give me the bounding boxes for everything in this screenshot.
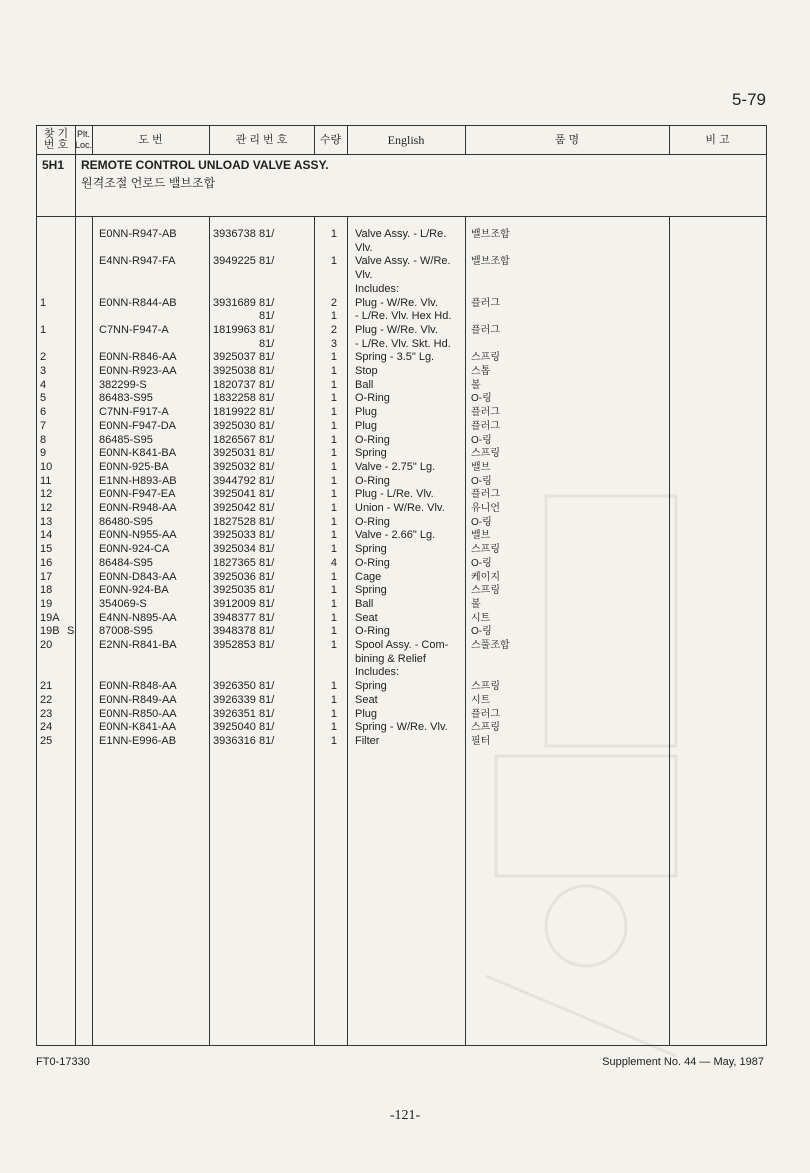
cell-ref: 19A	[40, 611, 60, 624]
cell-ko: 스톱	[471, 366, 491, 377]
cell-part: E0NN-R844-AB	[99, 296, 177, 309]
cell-en: O-Ring	[355, 556, 390, 569]
cell-mgmt: 3925038	[213, 365, 256, 377]
cell-ref: 9	[40, 447, 47, 460]
cell-part: E0NN-F947-EA	[99, 488, 176, 501]
cell-qty: 1	[330, 693, 337, 706]
cell-en: O-Ring	[355, 515, 390, 528]
cell-ref: 8	[40, 433, 47, 446]
cell-sub: 81/	[259, 693, 275, 706]
cell-part: 86484-S95	[99, 556, 153, 569]
cell-qty: 1	[330, 734, 337, 747]
cell-mgmt: 3925041	[213, 488, 256, 501]
cell-ref: 11	[40, 474, 52, 487]
cell-qty: 1	[330, 543, 337, 556]
cell-en: Spring	[355, 584, 387, 597]
cell-part: E1NN-E996-AB	[99, 734, 177, 747]
cell-part: E0NN-R849-AA	[99, 693, 177, 706]
cell-ko: 플러그	[471, 708, 500, 720]
cell-ref: 20	[40, 639, 53, 651]
cell-ref: 3	[40, 365, 47, 377]
cell-sub: 81/	[259, 611, 275, 624]
cell-ref: 17	[40, 570, 53, 583]
cell-mgmt: 3948378	[213, 625, 256, 638]
cell-qty: 1	[330, 310, 337, 323]
footer-doc-code: FT0-17330	[36, 1056, 90, 1068]
cell-mgmt: 3925033	[213, 529, 256, 542]
cell-part: C7NN-F917-A	[99, 406, 169, 419]
cell-sub: 81/	[259, 584, 275, 597]
cell-mgmt: 3936316	[213, 734, 256, 747]
cell-ko: O-링	[471, 434, 492, 446]
cell-ko: 플러그	[471, 297, 500, 309]
cell-en: Includes:	[355, 282, 400, 295]
cell-ko: O-링	[471, 557, 492, 569]
cell-qty: 1	[330, 597, 337, 610]
cell-mgmt: 1819922	[213, 406, 256, 419]
header-mgmt-no: 관 리 번 호	[235, 133, 288, 146]
cell-ko: O-링	[471, 516, 492, 528]
cell-part: 382299-S	[99, 378, 147, 391]
cell-en: O-Ring	[355, 392, 390, 405]
cell-mgmt: 3925031	[213, 447, 256, 460]
cell-ko: 스프링	[471, 544, 500, 556]
cell-mgmt: 3925034	[213, 543, 256, 556]
cell-part: E0NN-F947-DA	[99, 419, 177, 432]
cell-qty: 1	[330, 502, 337, 514]
cell-ref: 6	[40, 406, 47, 419]
cell-en: Vlv.	[355, 241, 373, 254]
cell-mgmt: 1832258	[213, 392, 256, 405]
header-qty: 수량	[319, 133, 342, 146]
cell-mgmt: 3925030	[213, 419, 256, 432]
cell-en: Plug - W/Re. Vlv.	[355, 323, 438, 336]
cell-ko: 플러그	[471, 489, 500, 501]
cell-part: E0NN-925-BA	[99, 460, 169, 473]
cell-ko: 시트	[471, 694, 491, 706]
cell-qty: 1	[330, 419, 337, 432]
cell-ref: 7	[40, 419, 47, 432]
cell-mgmt: 3948377	[213, 611, 256, 624]
cell-mgmt: 3925037	[213, 351, 256, 364]
cell-qty: 2	[330, 296, 337, 309]
cell-sub: 81/	[259, 556, 275, 569]
cell-sub: 81/	[259, 707, 275, 720]
cell-part: E0NN-R947-AB	[99, 228, 177, 240]
cell-ref: 25	[40, 734, 53, 747]
cell-ko: 스프링	[471, 585, 500, 597]
cell-sub: 81/	[259, 502, 275, 514]
cell-mgmt: 1827365	[213, 556, 256, 569]
cell-part: E4NN-N895-AA	[99, 611, 177, 624]
cell-part: C7NN-F947-A	[99, 323, 169, 336]
cell-mgmt: 3925032	[213, 460, 256, 473]
cell-ko: 시트	[471, 612, 491, 624]
cell-en: Spool Assy. - Com-	[355, 639, 449, 651]
cell-sub: 81/	[259, 447, 275, 460]
cell-ko: 밸브	[471, 461, 491, 473]
cell-en: Seat	[355, 611, 378, 624]
cell-ko: 스프링	[471, 681, 500, 693]
cell-en: Spring - 3.5" Lg.	[355, 351, 435, 364]
cell-sub: 81/	[259, 488, 275, 501]
cell-en: Plug	[355, 406, 378, 419]
cell-qty: 1	[330, 255, 337, 268]
cell-ref: 10	[40, 460, 53, 473]
cell-sub: 81/	[259, 515, 275, 528]
cell-mgmt: 3931689	[213, 296, 256, 309]
header-plt-loc: Plt. Loc.	[75, 129, 93, 150]
cell-en: Valve - 2.66" Lg.	[355, 529, 436, 542]
cell-ko: 밸브조합	[471, 229, 510, 240]
section-title-ko: 원격조절 언로드 밸브조합	[81, 176, 216, 190]
cell-part: E0NN-R848-AA	[99, 680, 177, 693]
cell-ko: 밸브조합	[471, 256, 510, 268]
cell-sub: 81/	[259, 529, 275, 542]
cell-sub: 81/	[259, 337, 275, 350]
cell-sub: 81/	[259, 460, 275, 473]
cell-ref: 2	[40, 351, 47, 364]
header-name-ko: 품 명	[554, 133, 580, 146]
cell-part: 86483-S95	[99, 392, 153, 405]
cell-part: E0NN-K841-BA	[99, 447, 177, 460]
cell-ref: 22	[40, 693, 53, 706]
cell-qty: 1	[330, 488, 337, 501]
cell-part: E4NN-R947-FA	[99, 255, 176, 268]
cell-sub: 81/	[259, 406, 275, 419]
cell-sub: 81/	[259, 433, 275, 446]
cell-ref: 5	[40, 392, 47, 405]
cell-qty: 2	[330, 323, 337, 336]
cell-part: E0NN-N955-AA	[99, 529, 177, 542]
cell-ref: 18	[40, 584, 53, 597]
cell-sub: 81/	[259, 310, 275, 323]
cell-sub: 81/	[259, 228, 275, 240]
cell-ko: 플러그	[471, 407, 500, 419]
cell-en: O-Ring	[355, 433, 390, 446]
cell-ko: 볼	[471, 598, 481, 610]
bottom-page-number: -121-	[389, 1108, 421, 1123]
cell-ko: 유니언	[471, 503, 500, 514]
header-part-no: 도 번	[138, 133, 163, 146]
cell-mgmt: 3912009	[213, 597, 256, 610]
cell-en: Plug	[355, 419, 378, 432]
cell-ko: 필터	[471, 735, 491, 747]
cell-ref: 1	[40, 296, 47, 309]
cell-ref: 12	[40, 488, 53, 501]
cell-sub: 81/	[259, 474, 275, 487]
header-remarks: 비 고	[705, 133, 730, 146]
cell-sub: 81/	[259, 323, 275, 336]
cell-sub: 81/	[259, 570, 275, 583]
cell-part: E0NN-K841-AA	[99, 721, 177, 734]
cell-ko: 케이지	[471, 571, 500, 583]
cell-ref: 13	[40, 515, 53, 528]
section-title-en: REMOTE CONTROL UNLOAD VALVE ASSY.	[81, 158, 329, 172]
cell-part: E0NN-R850-AA	[99, 707, 177, 720]
cell-en: Ball	[355, 597, 374, 610]
cell-en: Vlv.	[355, 269, 373, 282]
cell-part: 86480-S95	[99, 515, 153, 528]
cell-part: E1NN-H893-AB	[99, 474, 177, 487]
cell-mgmt: 3936738	[213, 228, 256, 240]
cell-qty: 1	[330, 365, 337, 377]
cell-en: Spring	[355, 680, 387, 693]
cell-sub: 81/	[259, 597, 275, 610]
cell-sub: 81/	[259, 378, 275, 391]
cell-qty: 1	[330, 447, 337, 460]
cell-qty: 1	[330, 228, 337, 240]
cell-sub: 81/	[259, 639, 275, 651]
cell-qty: 1	[330, 515, 337, 528]
parts-table	[36, 125, 767, 1046]
cell-sub: 81/	[259, 419, 275, 432]
cell-ref: 19B	[40, 625, 60, 638]
cell-part: E0NN-D843-AA	[99, 570, 177, 583]
cell-en: Seat	[355, 693, 378, 706]
cell-ref: 15	[40, 543, 53, 556]
cell-qty: 1	[330, 392, 337, 405]
cell-en: O-Ring	[355, 625, 390, 638]
cell-mgmt: 3925036	[213, 570, 256, 583]
cell-sub: 81/	[259, 365, 275, 377]
cell-en: Valve Assy. - L/Re.	[355, 228, 447, 240]
cell-ko: O-링	[471, 393, 492, 405]
cell-sub: 81/	[259, 734, 275, 747]
cell-qty: 1	[330, 460, 337, 473]
cell-mgmt: 1819963	[213, 323, 256, 336]
cell-qty: 4	[330, 556, 337, 569]
cell-ref: 21	[40, 680, 53, 693]
cell-mgmt: 1826567	[213, 433, 256, 446]
cell-en: Spring	[355, 543, 387, 556]
cell-ko: 스프링	[471, 352, 500, 364]
cell-ko: O-링	[471, 475, 492, 487]
cell-part: E2NN-R841-BA	[99, 639, 177, 651]
cell-part: 354069-S	[99, 597, 147, 610]
page-number: 5-79	[731, 90, 766, 109]
cell-ko: 스풀조합	[471, 640, 510, 651]
cell-en: - L/Re. Vlv. Skt. Hd.	[355, 337, 451, 350]
cell-ref: 14	[40, 529, 53, 542]
cell-part: E0NN-924-CA	[99, 543, 170, 556]
cell-mgmt: 3952853	[213, 639, 256, 651]
cell-en: Includes:	[355, 666, 400, 679]
section-code: 5H1	[42, 158, 65, 172]
cell-mgmt: 3944792	[213, 474, 256, 487]
cell-ko: 볼	[471, 379, 481, 391]
footer-supplement: Supplement No. 44 — May, 1987	[602, 1056, 764, 1068]
cell-en: Valve Assy. - W/Re.	[355, 255, 451, 268]
cell-en: Plug - L/Re. Vlv.	[355, 488, 434, 501]
cell-en: O-Ring	[355, 474, 390, 487]
cell-en: Cage	[355, 570, 382, 583]
cell-sub: 81/	[259, 392, 275, 405]
cell-mgmt: 1820737	[213, 378, 256, 391]
cell-qty: 1	[330, 639, 337, 651]
cell-ref: 19	[40, 597, 53, 610]
cell-ko: 밸브	[471, 530, 491, 542]
cell-en: Spring - W/Re. Vlv.	[355, 721, 448, 734]
cell-qty: 1	[330, 625, 337, 638]
cell-qty: 1	[330, 474, 337, 487]
cell-ref: 23	[40, 707, 53, 720]
cell-en: Plug - W/Re. Vlv.	[355, 296, 438, 309]
cell-mgmt: 3926339	[213, 693, 256, 706]
cell-sub: 81/	[259, 680, 275, 693]
cell-ko: 플러그	[471, 420, 500, 432]
cell-qty: 3	[330, 337, 337, 350]
cell-mgmt: 3925035	[213, 584, 256, 597]
cell-en: Plug	[355, 707, 378, 720]
cell-sub: 81/	[259, 625, 275, 638]
cell-sub: 81/	[259, 543, 275, 556]
cell-qty: 1	[330, 570, 337, 583]
cell-qty: 1	[330, 529, 337, 542]
cell-ko: 스프링	[471, 448, 500, 460]
header-english: English	[387, 132, 425, 147]
cell-en: bining & Relief	[355, 652, 426, 665]
cell-en: Spring	[355, 447, 387, 460]
cell-mgmt: 3925042	[213, 502, 256, 514]
cell-ref: 1	[40, 323, 47, 336]
cell-ko: O-링	[471, 626, 492, 638]
header-ref-no: 찾 기 번 호	[43, 128, 69, 151]
cell-ref: 4	[40, 378, 47, 391]
cell-en: Stop	[355, 365, 378, 377]
cell-mgmt: 3949225	[213, 255, 256, 268]
cell-part: 87008-S95	[99, 625, 153, 638]
cell-qty: 1	[330, 611, 337, 624]
cell-sub: 81/	[259, 255, 275, 268]
cell-qty: 1	[330, 351, 337, 364]
cell-qty: 1	[330, 584, 337, 597]
cell-ko: 플러그	[471, 324, 500, 336]
cell-loc: S	[67, 625, 75, 638]
cell-ref: 24	[40, 721, 53, 734]
cell-en: Filter	[355, 734, 380, 747]
cell-sub: 81/	[259, 721, 275, 734]
cell-mgmt: 1827528	[213, 515, 256, 528]
cell-qty: 1	[330, 433, 337, 446]
cell-sub: 81/	[259, 296, 275, 309]
cell-en: Ball	[355, 378, 374, 391]
cell-part: E0NN-R923-AA	[99, 365, 177, 377]
cell-ref: 12	[40, 502, 53, 514]
cell-qty: 1	[330, 680, 337, 693]
cell-qty: 1	[330, 707, 337, 720]
cell-mgmt: 3925040	[213, 721, 256, 734]
cell-sub: 81/	[259, 351, 275, 364]
cell-part: E0NN-R948-AA	[99, 502, 177, 514]
cell-part: 86485-S95	[99, 433, 153, 446]
cell-mgmt: 3926350	[213, 680, 256, 693]
cell-en: Union - W/Re. Vlv.	[355, 502, 445, 514]
background-diagram	[476, 456, 706, 1076]
cell-ko: 스프링	[471, 722, 500, 734]
cell-part: E0NN-924-BA	[99, 584, 169, 597]
cell-qty: 1	[330, 721, 337, 734]
cell-en: - L/Re. Vlv. Hex Hd.	[355, 310, 452, 323]
cell-ref: 16	[40, 556, 53, 569]
cell-mgmt: 3926351	[213, 707, 256, 720]
cell-en: Valve - 2.75" Lg.	[355, 460, 436, 473]
cell-qty: 1	[330, 406, 337, 419]
cell-qty: 1	[330, 378, 337, 391]
cell-part: E0NN-R846-AA	[99, 351, 177, 364]
